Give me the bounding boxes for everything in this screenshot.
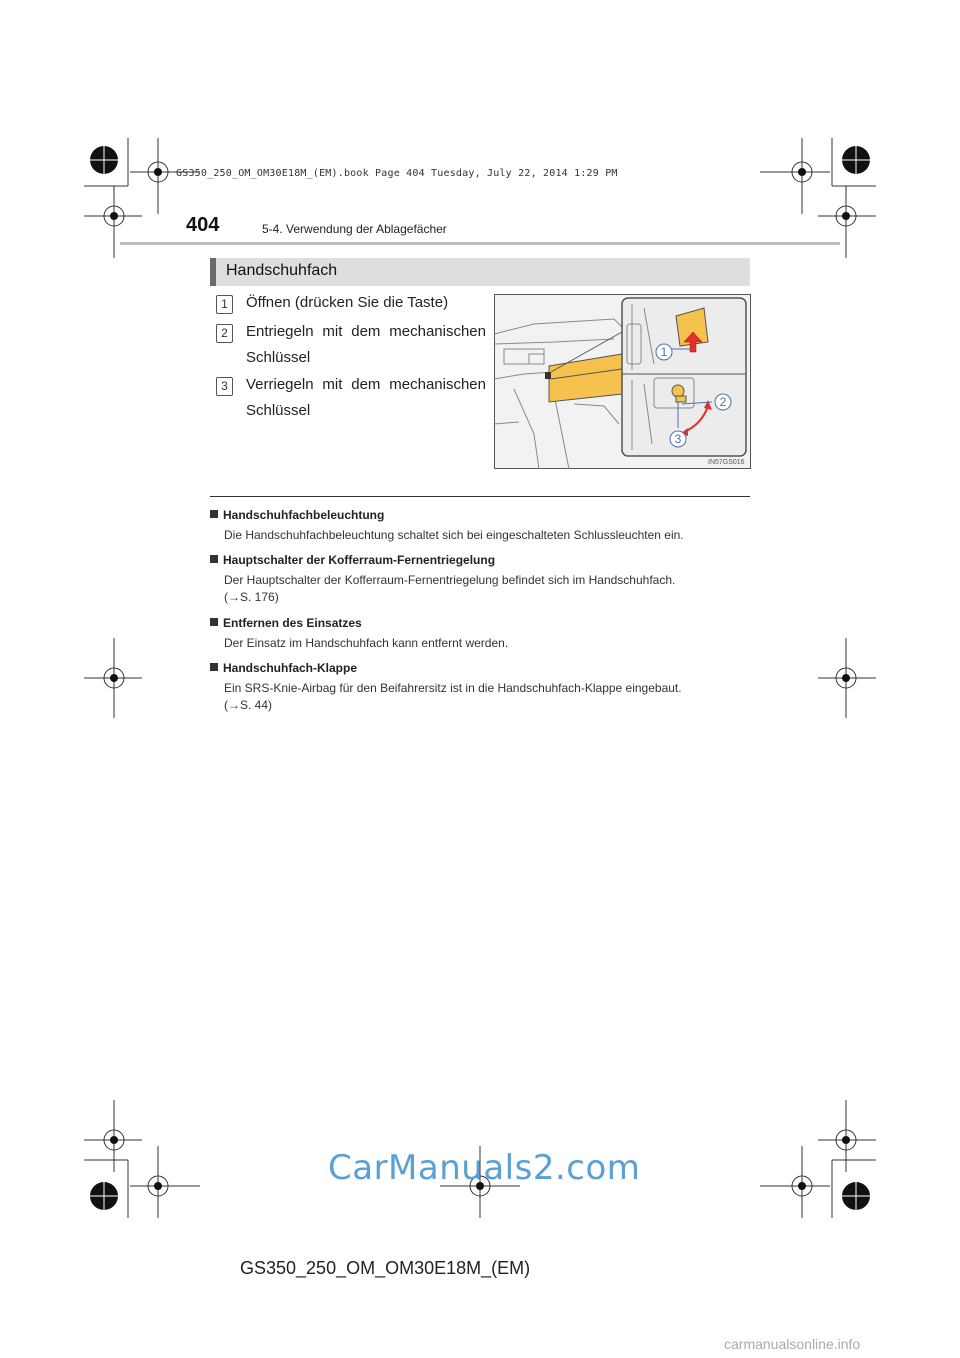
step-3 [216,372,486,424]
note-title: Handschuhfach-Klappe [223,661,358,675]
footer-code: GS350_250_OM_OM30E18M_(EM) [240,1258,531,1278]
step-number: 2 [216,324,233,343]
square-bullet-icon [210,663,218,671]
note-body: Ein SRS-Knie-Airbag für den Beifahrersitz ist in die Handschuhfach-Klappe eingebaut. [224,681,682,695]
glovebox-illustration [494,294,751,469]
note-remove-insert [210,614,750,652]
square-bullet-icon [210,618,218,626]
square-bullet-icon [210,555,218,563]
step-text: Verriegeln mit dem mechanischen Schlüssel [246,376,486,419]
step-text: Entriegeln mit dem mechanischen Schlüssel [246,323,486,366]
step-text: Öffnen (drücken Sie die Taste) [246,294,449,311]
heading-title: Handschuhfach [226,262,338,279]
square-bullet-icon [210,510,218,518]
heading-bar [210,258,750,286]
note-body: Der Hauptschalter der Kofferraum-Fernentriegelung befindet sich im Handschuhfach. [224,573,676,587]
note-title: Handschuhfachbeleuchtung [223,508,385,522]
print-info: GS350_250_OM_OM30E18M_(EM).book Page 404 Tuesday, July 22, 2014 1:29 PM [176,168,618,179]
figure-code: IN57GS016 [708,459,745,466]
note-ref: (→S. 176) [224,590,279,604]
callout-2: 2 [719,395,727,409]
site-watermark: carmanualsonline.info [724,1336,861,1352]
header-rule [120,242,840,245]
step-2 [216,319,486,371]
note-body: Der Einsatz im Handschuhfach kann entfernt werden. [224,636,509,650]
note-body: Die Handschuhfachbeleuchtung schaltet sich bei eingeschalteten Schlussleuchten ein. [224,528,684,542]
watermark-link[interactable]: CarManuals2.com [328,1148,641,1188]
note-trunk-switch [210,551,750,606]
section-title: 5-4. Verwendung der Ablagefächer [262,222,447,236]
note-glovebox-light [210,506,750,544]
callout-3: 3 [674,432,682,446]
note-title: Entfernen des Einsatzes [223,616,362,630]
page-number: 404 [186,214,220,236]
callout-1: 1 [660,345,668,359]
step-number: 1 [216,295,233,314]
note-title: Hauptschalter der Kofferraum-Fernentriegelung [223,553,496,567]
section-divider [210,496,750,497]
note-ref: (→S. 44) [224,698,273,712]
step-number: 3 [216,377,233,396]
step-1 [216,290,486,316]
note-glovebox-door [210,659,750,714]
